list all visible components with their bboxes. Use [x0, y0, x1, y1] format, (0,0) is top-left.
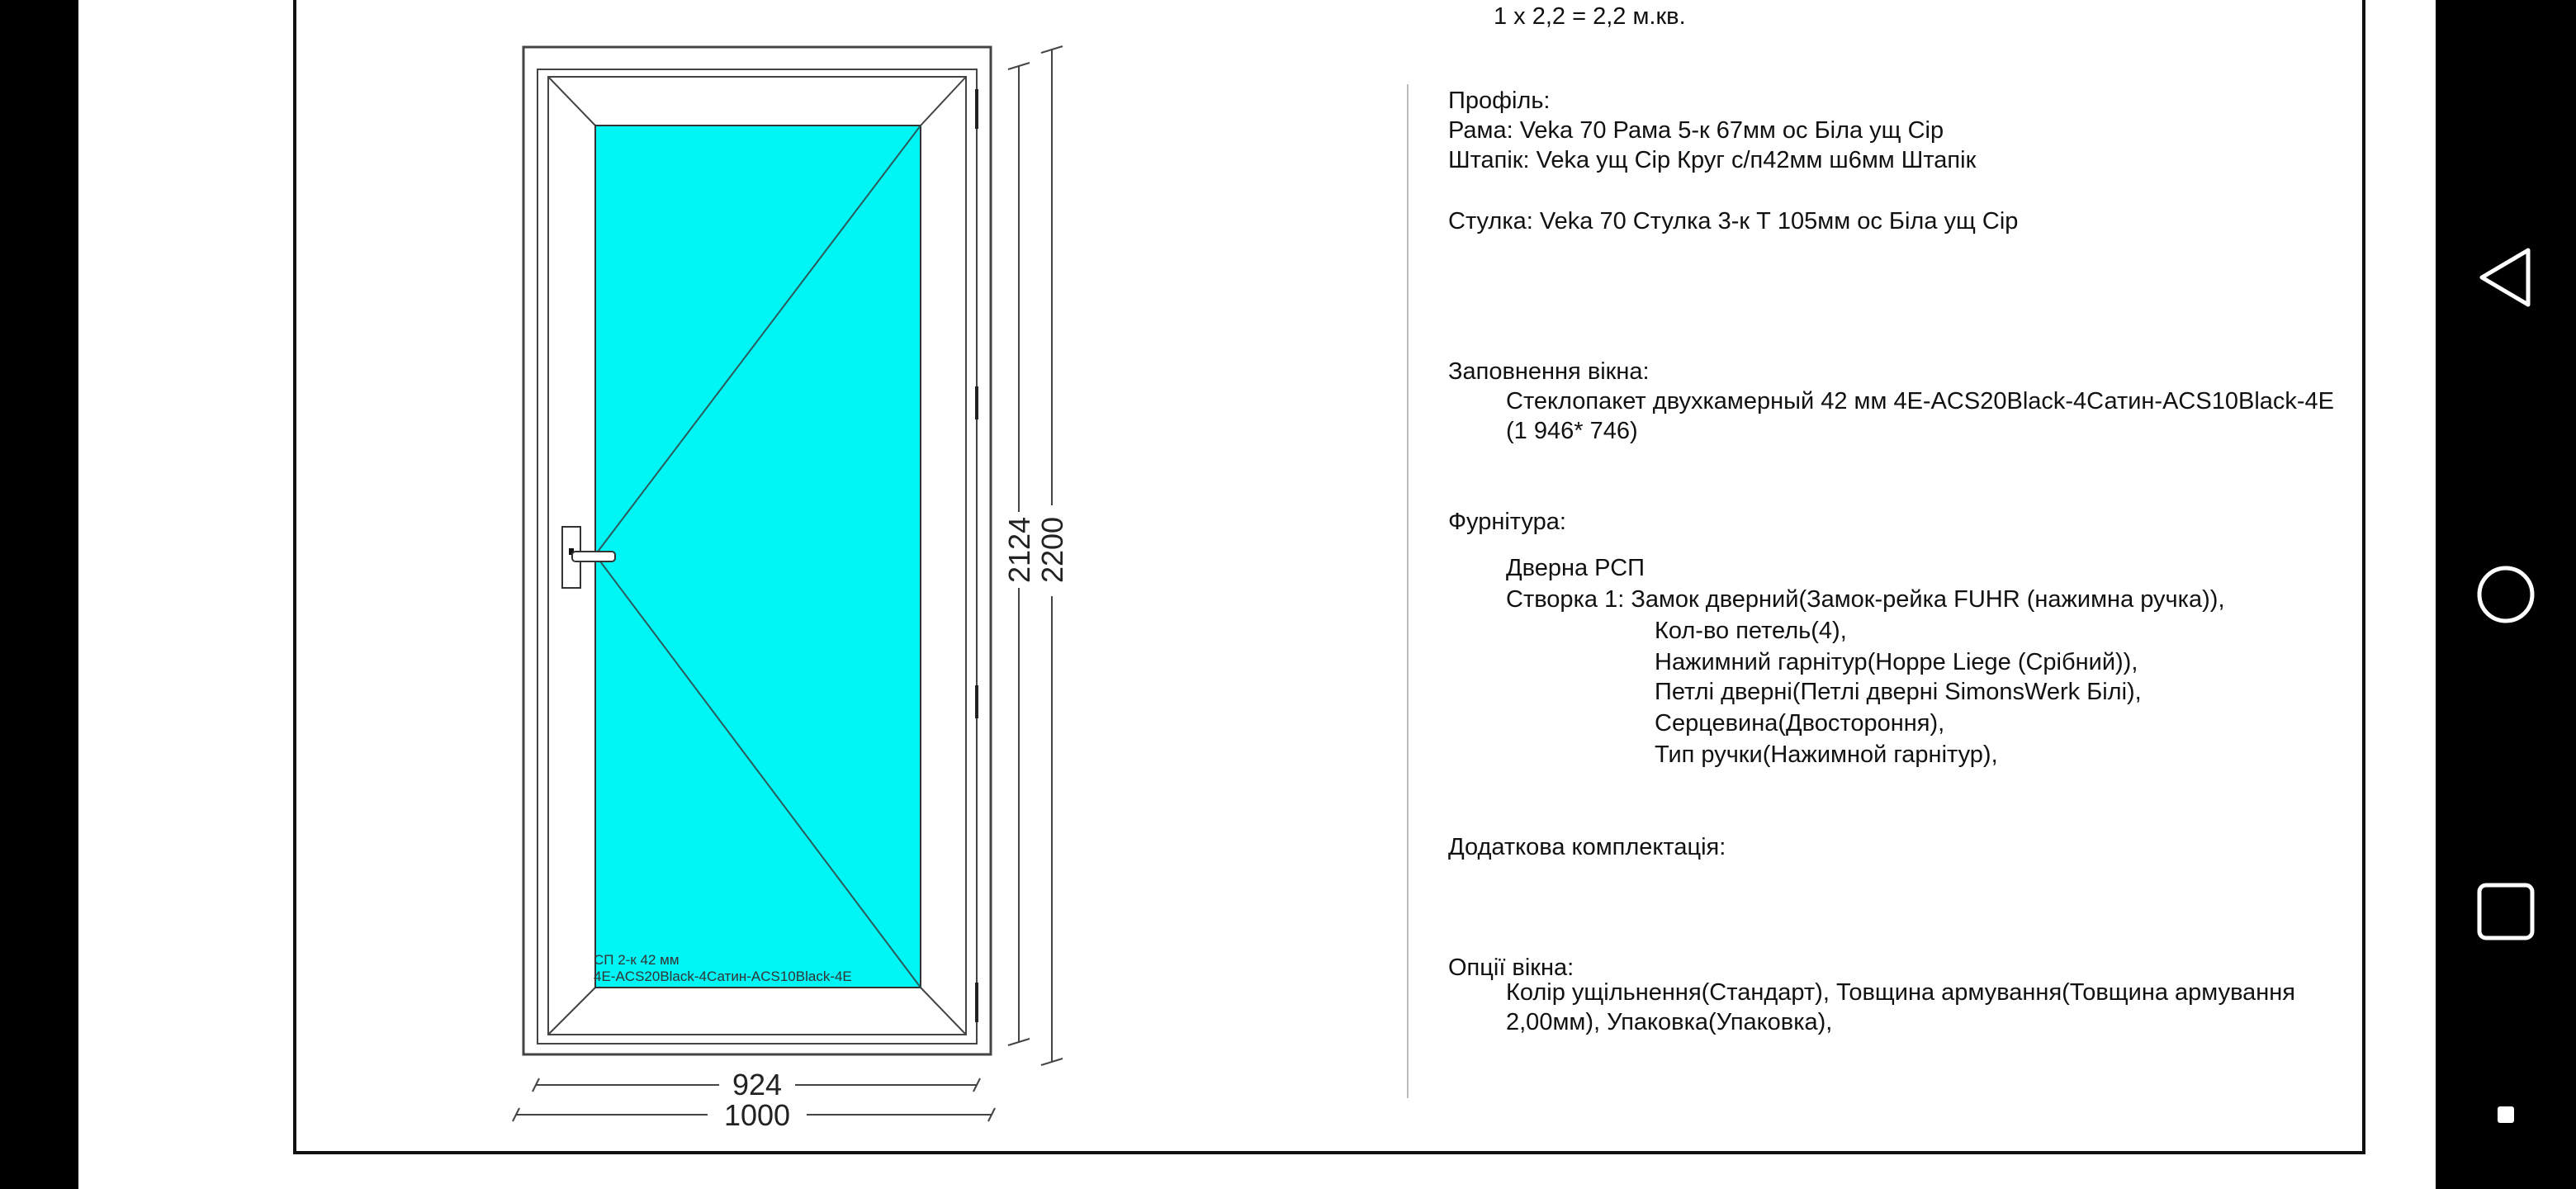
- options-line2: 2,00мм), Упаковка(Упаковка),: [1506, 1009, 1833, 1035]
- fill-size: (1 946* 746): [1506, 418, 1638, 444]
- dim-outer-width: 1000: [723, 1098, 791, 1132]
- glass-label-line1: СП 2-к 42 мм: [594, 952, 680, 968]
- profile-heading: Профіль:: [1448, 88, 1551, 114]
- profile-frame: Рама: Veka 70 Рама 5-к 67мм ос Біла ущ Сір: [1448, 117, 1944, 144]
- profile-bead: Штапік: Veka ущ Сір Круг с/п42мм ш6мм Штапік: [1448, 147, 1977, 173]
- triangle-back-icon: [2477, 247, 2535, 308]
- column-divider: [1407, 84, 1409, 1098]
- dim-outer-height: 2200: [1035, 516, 1069, 584]
- recents-button[interactable]: [2436, 870, 2576, 953]
- area-line: 1 x 2,2 = 2,2 м.кв.: [1494, 3, 1686, 30]
- hardware-type: Дверна РСП: [1506, 555, 1645, 581]
- navigation-bar: [2436, 0, 2576, 1189]
- hinge-1: [975, 89, 978, 129]
- fill-glass: Стеклопакет двухкамерный 42 мм 4Е-ACS20Black-4Сатин-ACS10Black-4Е: [1506, 388, 2335, 414]
- fill-heading: Заповнення вікна:: [1448, 358, 1650, 385]
- small-square-icon: [2496, 1105, 2516, 1125]
- glass-pane: [595, 126, 921, 988]
- document-viewer[interactable]: [78, 0, 2436, 1189]
- options-heading: Опції вікна:: [1448, 955, 1574, 981]
- hardware-heading: Фурнітура:: [1448, 509, 1566, 535]
- hinge-2: [975, 386, 978, 419]
- options-line1: Колір ущільнення(Стандарт), Товщина армування(Товщина армування: [1506, 979, 2296, 1006]
- hardware-handle-type: Тип ручки(Нажимной гарнітур),: [1655, 741, 1998, 768]
- square-recents-icon: [2476, 882, 2536, 941]
- glass-label-line2: 4Е-ACS20Black-4Сатин-ACS10Black-4Е: [594, 969, 852, 984]
- hardware-sash1: Створка 1: Замок дверний(Замок-рейка FUHR (нажимна ручка)),: [1506, 586, 2225, 613]
- circle-home-icon: [2475, 564, 2536, 625]
- extras-heading: Додаткова комплектація:: [1448, 834, 1726, 860]
- hardware-hinges: Петлі дверні(Петлі дверні SimonsWerk Білі),: [1655, 679, 2142, 705]
- hinge-3: [975, 685, 978, 718]
- hardware-core: Серцевина(Двостороння),: [1655, 710, 1945, 737]
- back-button[interactable]: [2436, 236, 2576, 319]
- nav-dot-button[interactable]: [2436, 1098, 2576, 1131]
- dim-inner-height: 2124: [1002, 516, 1036, 584]
- hardware-hinge-count: Кол-во петель(4),: [1655, 618, 1847, 644]
- door-drawing: [296, 0, 1403, 1154]
- hardware-handle-set: Нажимний гарнітур(Hoppe Liege (Срібний)),: [1655, 649, 2138, 675]
- hinge-4: [975, 983, 978, 1022]
- document-page: [293, 0, 2365, 1154]
- profile-mullion: Стулка: Veka 70 Стулка 3-к Т 105мм ос Біла ущ Сір: [1448, 208, 2019, 234]
- home-button[interactable]: [2436, 553, 2576, 636]
- dim-inner-width: 924: [732, 1068, 783, 1101]
